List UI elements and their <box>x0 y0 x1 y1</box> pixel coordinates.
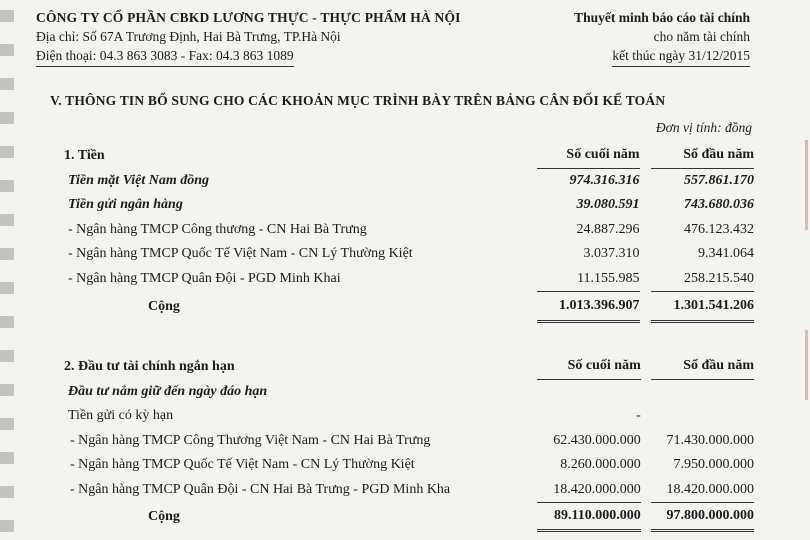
short-term-investment-table <box>44 354 754 532</box>
table-row <box>44 242 754 267</box>
row-value-begin: 71.430.000.000 <box>666 432 754 448</box>
currency-unit: Đơn vị tính: đồng <box>655 120 752 135</box>
row-label: - Ngân hàng TMCP Quân Đội - PGD Minh Khai <box>68 271 341 286</box>
cash-table <box>44 143 754 323</box>
total-value-begin: 97.800.000.000 <box>651 503 754 531</box>
total-value-end: 89.110.000.000 <box>537 503 640 531</box>
table-row <box>44 379 754 404</box>
row-label: Đầu tư nắm giữ đến ngày đáo hạn <box>68 383 268 399</box>
row-value-begin: 258.215.540 <box>684 270 754 286</box>
table-row <box>44 168 754 193</box>
row-value-end: - <box>636 408 641 424</box>
col-header-end-year: Số cuối năm <box>537 354 640 379</box>
table-row <box>44 404 754 429</box>
row-value-end: 8.260.000.000 <box>560 457 641 473</box>
row-value-end: 11.155.985 <box>577 270 640 286</box>
table-header-row <box>44 354 754 379</box>
row-value-begin: 743.680.036 <box>684 197 754 213</box>
page-edge-mark <box>805 140 808 230</box>
row-label: - Ngân hàng TMCP Quân Đội - CN Hai Bà Trưng - PGD Minh Kha <box>70 482 451 497</box>
row-label: - Ngân hàng TMCP Công thương - CN Hai Bà Trưng <box>68 221 367 237</box>
col-header-end-year: Số cuối năm <box>537 143 640 168</box>
report-header <box>574 8 750 67</box>
row-value-begin: 476.123.432 <box>684 221 754 237</box>
table-row <box>44 218 754 243</box>
row-label: Tiền mặt Việt Nam đồng <box>68 172 210 188</box>
binder-holes <box>0 0 14 540</box>
row-value-end: 62.430.000.000 <box>553 432 641 448</box>
row-label: - Ngân hàng TMCP Công Thương Việt Nam - CN Hai Bà Trưng <box>70 432 431 448</box>
company-phone: Điện thoại: 04.3 863 3083 - Fax: 04.3 863 1089 <box>36 46 294 67</box>
row-label: - Ngân hàng TMCP Quốc Tế Việt Nam - CN Lý Thường Kiệt <box>68 246 413 262</box>
row-value-end: 3.037.310 <box>583 246 640 262</box>
table-row <box>44 267 754 292</box>
row-label: - Ngân hàng TMCP Quốc Tế Việt Nam - CN Lý Thường Kiệt <box>70 457 415 473</box>
page-edge-mark <box>805 330 808 400</box>
company-header <box>36 8 461 67</box>
total-row <box>44 292 754 322</box>
col-header-begin-year: Số đầu năm <box>651 143 754 168</box>
total-row <box>44 503 754 531</box>
report-end-date: kết thúc ngày 31/12/2015 <box>612 46 750 67</box>
total-value-begin: 1.301.541.206 <box>651 292 754 322</box>
row-label: Tiền gửi ngân hàng <box>68 197 183 213</box>
row-label: Tiền gửi có kỳ hạn <box>68 408 174 424</box>
total-label: Cộng <box>148 298 180 314</box>
table-row <box>44 193 754 218</box>
col-header-begin-year: Số đầu năm <box>651 354 754 379</box>
row-value-begin: 7.950.000.000 <box>673 457 754 473</box>
company-name: CÔNG TY CỔ PHẦN CBKD LƯƠNG THỰC - THỰC PHẨM HÀ NỘI <box>36 10 461 25</box>
cash-section-title: 1. Tiền <box>64 147 105 163</box>
table-row <box>44 453 754 478</box>
row-value-end: 18.420.000.000 <box>553 481 641 497</box>
row-value-end: 39.080.591 <box>576 197 640 213</box>
total-label: Cộng <box>148 508 180 524</box>
total-value-end: 1.013.396.907 <box>537 292 640 322</box>
row-value-end: 974.316.316 <box>569 172 640 188</box>
section-title: V. THÔNG TIN BỔ SUNG CHO CÁC KHOẢN MỤC TRÌNH BÀY TRÊN BẢNG CÂN ĐỐI KẾ TOÁN <box>50 93 666 108</box>
company-address: Địa chỉ: Số 67A Trương Định, Hai Bà Trưng, TP.Hà Nội <box>36 29 341 44</box>
row-value-begin: 557.861.170 <box>684 172 754 188</box>
report-title: Thuyết minh báo cáo tài chính <box>574 10 750 25</box>
report-period-line: cho năm tài chính <box>653 29 750 44</box>
row-value-begin: 18.420.000.000 <box>666 481 754 497</box>
table-header-row <box>44 143 754 168</box>
row-value-end: 24.887.296 <box>576 221 640 237</box>
row-value-begin: 9.341.064 <box>698 246 754 262</box>
investment-section-title: 2. Đầu tư tài chính ngắn hạn <box>64 358 235 374</box>
table-row <box>44 429 754 454</box>
table-row <box>44 478 754 503</box>
